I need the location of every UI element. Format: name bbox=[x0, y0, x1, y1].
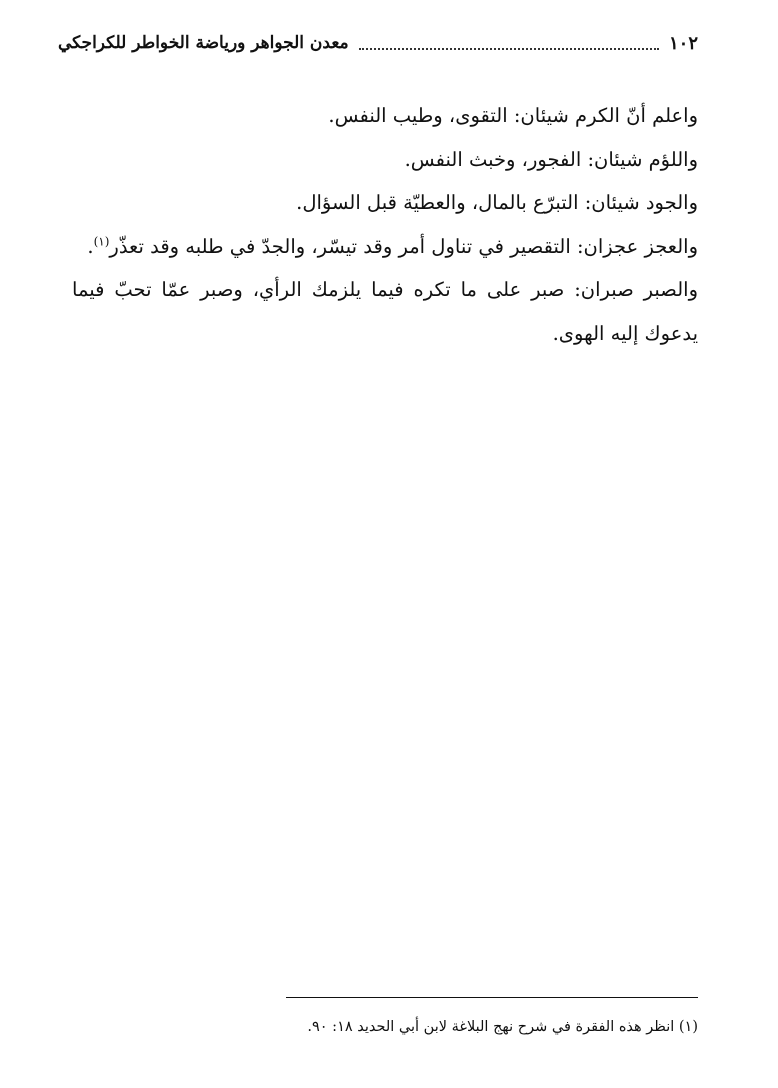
paragraph-incapacity bbox=[72, 225, 698, 269]
paragraph-patience: والصبر صبران: صبر على ما تكره فيما يلزمك الرأي، وصبر عمّا تحبّ فيما يدعوك إليه الهوى. bbox=[72, 278, 698, 345]
paragraph-incapacity-end: . bbox=[87, 234, 94, 258]
book-title: معدن الجواهر ورياضة الخواطر للكراجكي bbox=[58, 33, 349, 53]
paragraph-bounty: والجود شيئان: التبرّع بالمال، والعطيّة قبل السؤال. bbox=[296, 191, 698, 214]
paragraph-meanness: واللؤم شيئان: الفجور، وخبث النفس. bbox=[404, 147, 698, 171]
paragraph-incapacity-text: والعجز عجزان: التقصير في تناول أمر وقد تيسّر، والجدّ في طلبه وقد تعذّر bbox=[109, 234, 698, 258]
header-dot-leader bbox=[359, 48, 659, 50]
footnote-reference: (١) bbox=[93, 234, 110, 248]
footnote: (١) انظر هذه الفقرة في شرح نهج البلاغة لابن أبي الحديد ١٨: ٩٠. bbox=[307, 1019, 698, 1035]
footnote-separator bbox=[286, 997, 698, 998]
paragraph-generosity: واعلم أنّ الكرم شيئان: التقوى، وطيب النفس. bbox=[328, 104, 698, 127]
page-number: ١٠٢ bbox=[668, 32, 698, 54]
main-text bbox=[72, 94, 698, 355]
running-header bbox=[58, 28, 698, 58]
